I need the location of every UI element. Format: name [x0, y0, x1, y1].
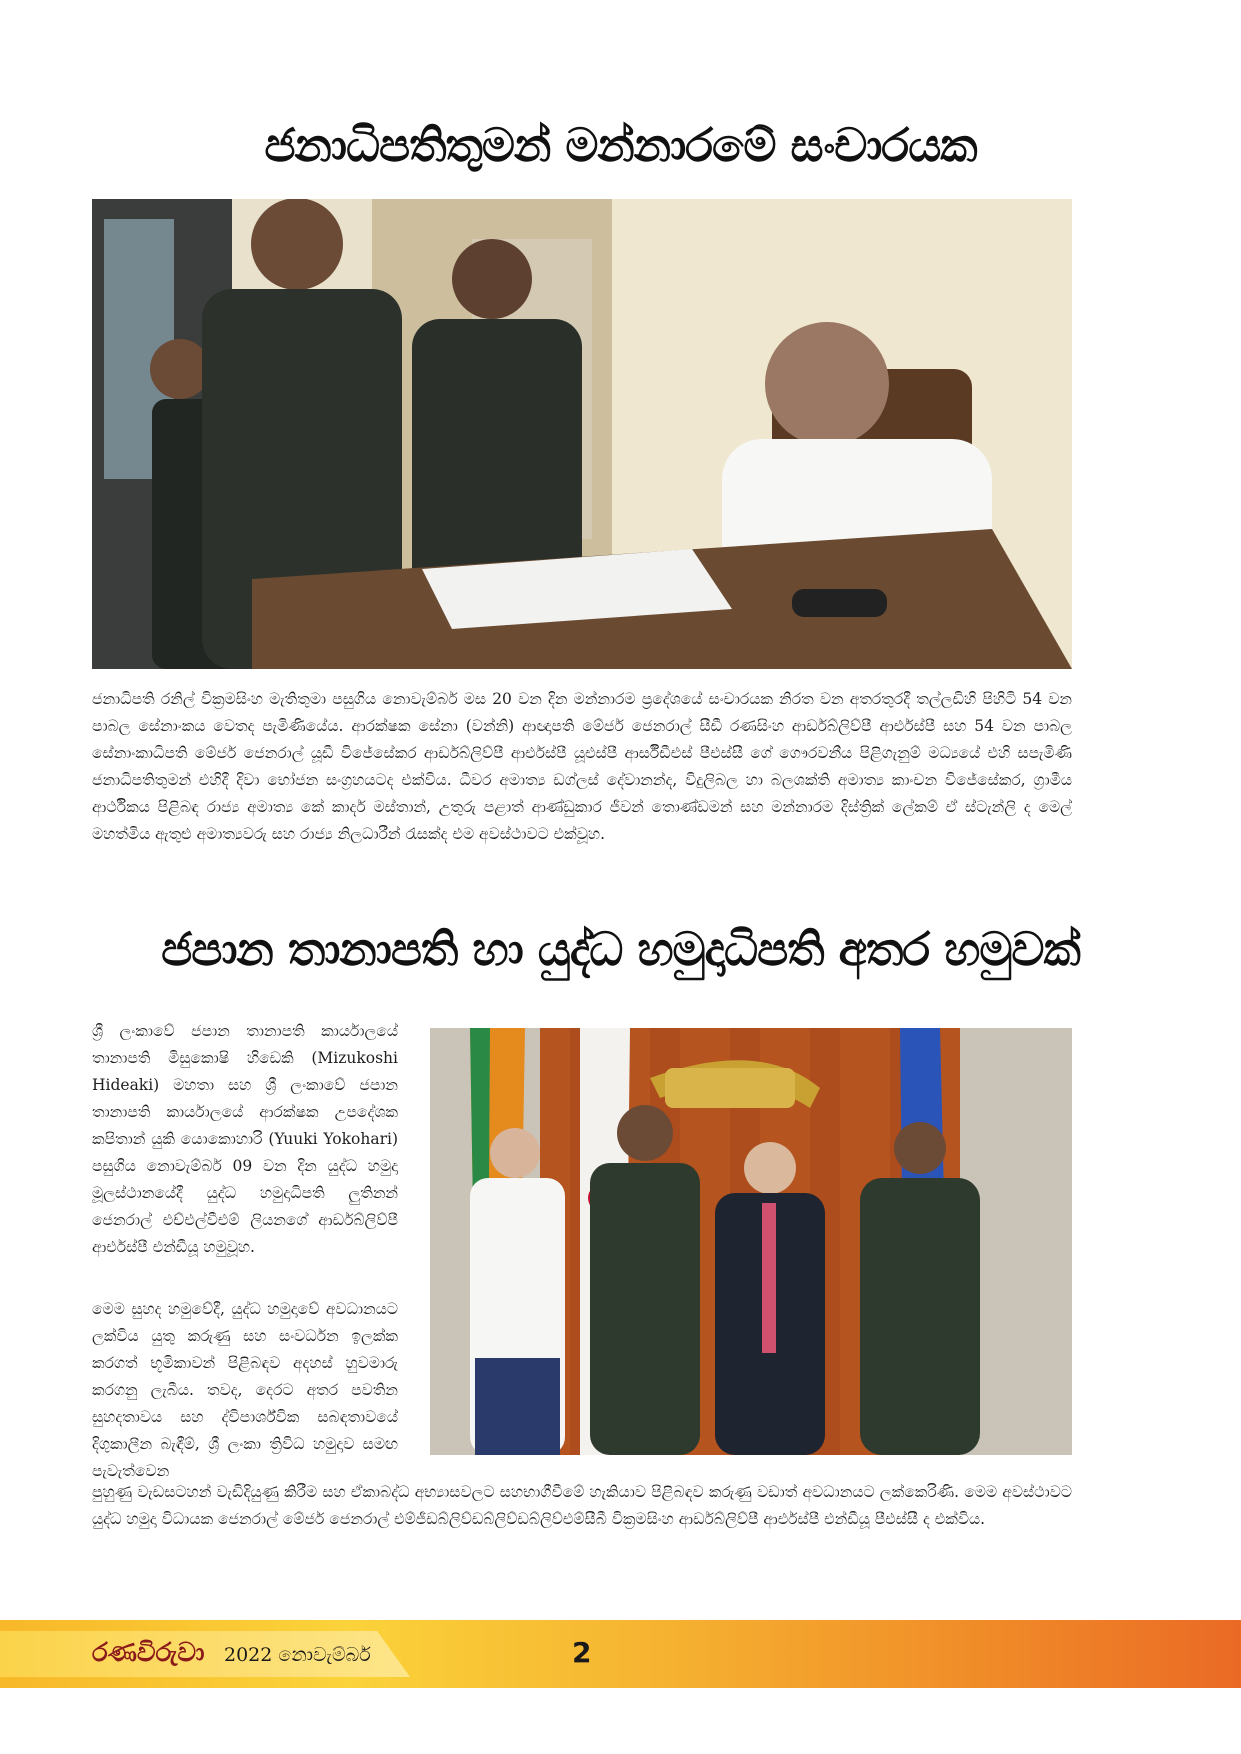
- footer-date: 2022 නොවැම්බර්: [224, 1644, 371, 1666]
- president-visit-photo: [92, 199, 1072, 669]
- article2-continuation: පුහුණු වැඩසටහන් වැඩිදියුණු කිරීම සහ ඒකාබද්ධ අභ්‍යාසවලට සහභාගීවීමේ හැකියාව පිළිබඳව කරුණු වඩාත් අවධානයට ලක්කෙරිණි. මෙම අවස්ථාවට යුද්ධ හමුදා විධායක ජෙනරාල් මේජර් ජෙනරාල් එම්ජීඩබ්ලිව්ඩබ්ලිව්ඩබ්ලිව්එම්සීබී වික්‍රමසිංහ ආර්ඩබ්ලිව්පී ආර්එස්පී එන්ඩීයූ පීඑස්සී ද එක්විය.: [92, 1483, 1072, 1528]
- article1-headline: ජනාධිපතිතුමන් මන්නාරමේ සංචාරයක: [264, 118, 977, 172]
- president-visit-illustration: [92, 199, 1072, 669]
- page-number: 2: [572, 1636, 592, 1669]
- article2-paragraph-2: මෙම සුහද හමුවේදී, යුද්ධ හමුදාවේ අවධානයට ලක්විය යුතු කරුණු සහ සංවර්ධන ඉලක්ක කරගත් භූමිකාවන් පිළිබඳව අදහස් හුවමාරු කරගනු ලැබීය. තවද, දෙරට අතර පවතින සුහදතාවය සහ ද්විපාර්ශ්වික සබඳතාවයේ දිගුකාලීන බැඳීම්, ශ්‍රී ලංකා ත්‍රිවිධ හමුදාව සමඟ පැවැත්වෙන: [92, 1300, 398, 1480]
- page-footer: [0, 1620, 1241, 1688]
- article2-headline: ජපාන තානාපති හා යුද්ධ හමුදාධිපති අතර හමුවක්: [161, 922, 1080, 976]
- article2-paragraph-1: ශ්‍රී ලංකාවේ ජපාන තානාපති කාර්යාලයේ තානාපති මිසුකොෂි හිඩෙකි (Mizukoshi Hideaki) මහතා සහ ශ්‍රී ලංකාවේ ජපාන තානාපති කාර්යාලයේ ආරක්ෂක උපදේශක කපිතාන් යුකි යොකොහාරි (Yuuki Yokohari) පසුගිය නොවැම්බර් 09 වන දින යුද්ධ හමුදා මූලස්ථානයේදී යුද්ධ හමුදාධිපති ලුතිනන් ජෙනරාල් එච්එල්වීඑම් ලියනගේ ආර්ඩබ්ලිව්පී ආර්එස්පී එන්ඩීයූ හමුවූහ.: [92, 1022, 398, 1256]
- ambassador-meeting-photo: [430, 1028, 1072, 1455]
- article1-caption: ජනාධිපති රනිල් වික්‍රමසිංහ මැතිතුමා පසුගිය නොවැම්බර් මස 20 වන දින මන්නාරම ප්‍රදේශයේ සංචාරයක නිරත වන අතරතුරදී තල්ලඩිහි පිහිටි 54 වන පාබල සේනාංකය වෙතද පැමිණියේය. ආරක්ෂක සේනා (වන්නි) ආඥාපති මේජර් ජෙනරාල් සීඩී රණසිංහ ආර්ඩබ්ලිව්පී ආර්එස්පී සහ 54 වන පාබල සේනාංකාධිපති මේජර් ජෙනරාල් යූඩී විජේසේකර ආර්ඩබ්ලිව්පී ආර්එස්පී යූඑස්පී ආර්සීඩීඑස් පීඑස්සී ගේ ගෞරවනීය පිළිගැනුම් මධ්‍යයේ එහි සපැමිණි ජනාධිපතිතුමන් එහිදී දිවා භෝජන සංග්‍රහයටද එක්විය. ධීවර අමාත්‍ය ඩග්ලස් දේවානන්ද, විදුලිබල හා බලශක්ති අමාත්‍ය කාංචන විජේසේකර, ග්‍රාමීය ආර්ථිකය පිළිබඳ රාජ්‍ය අමාත්‍ය කේ කාදර් මස්තාන්, උතුරු පළාත් ආණ්ඩුකාර ජීවන් තොණ්ඩමන් සහ මන්නාරම දිස්ත්‍රික් ලේකම් ඒ ස්ටැන්ලි ද මෙල් මහත්මිය ඇතුළු අමාත්‍යවරු සහ රාජ්‍ය නිලධාරීන් රැසක්ද එම අවස්ථාවට එක්වූහ.: [92, 690, 1072, 843]
- ambassador-meeting-illustration: [430, 1028, 1072, 1455]
- footer-brand: රණවිරුවා: [92, 1638, 205, 1668]
